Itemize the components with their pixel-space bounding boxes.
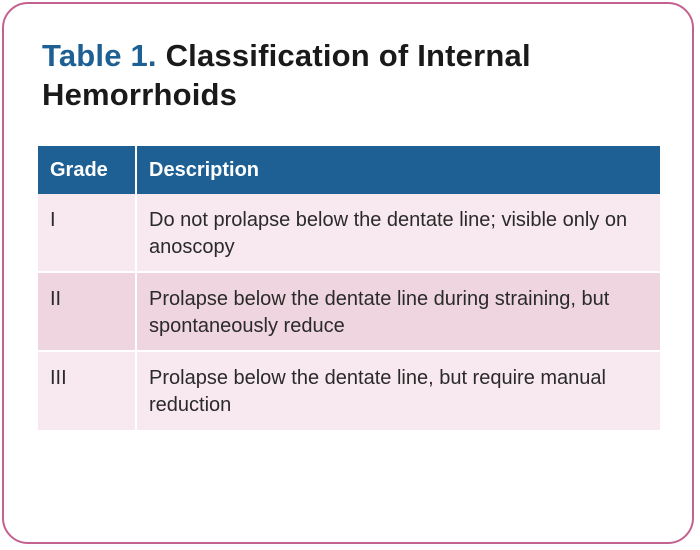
table-row <box>38 352 660 430</box>
grade-column-header: Grade <box>38 146 137 194</box>
description-cell: Do not prolapse below the dentate line; visible only on anoscopy <box>137 194 660 273</box>
grade-cell: III <box>38 352 137 430</box>
table-row <box>38 194 660 273</box>
table-row <box>38 273 660 352</box>
table-number-label: Table 1. <box>42 38 157 73</box>
page-title <box>42 36 642 114</box>
classification-table <box>38 146 660 430</box>
description-cell: Prolapse below the dentate line during straining, but spontaneously reduce <box>137 273 660 352</box>
table-header-row <box>38 146 660 194</box>
table-title-text: Classification of Internal Hemorrhoids <box>42 38 531 112</box>
description-cell: Prolapse below the dentate line, but require manual reduction <box>137 352 660 430</box>
grade-cell: I <box>38 194 137 273</box>
description-column-header: Description <box>137 146 660 194</box>
grade-cell: II <box>38 273 137 352</box>
